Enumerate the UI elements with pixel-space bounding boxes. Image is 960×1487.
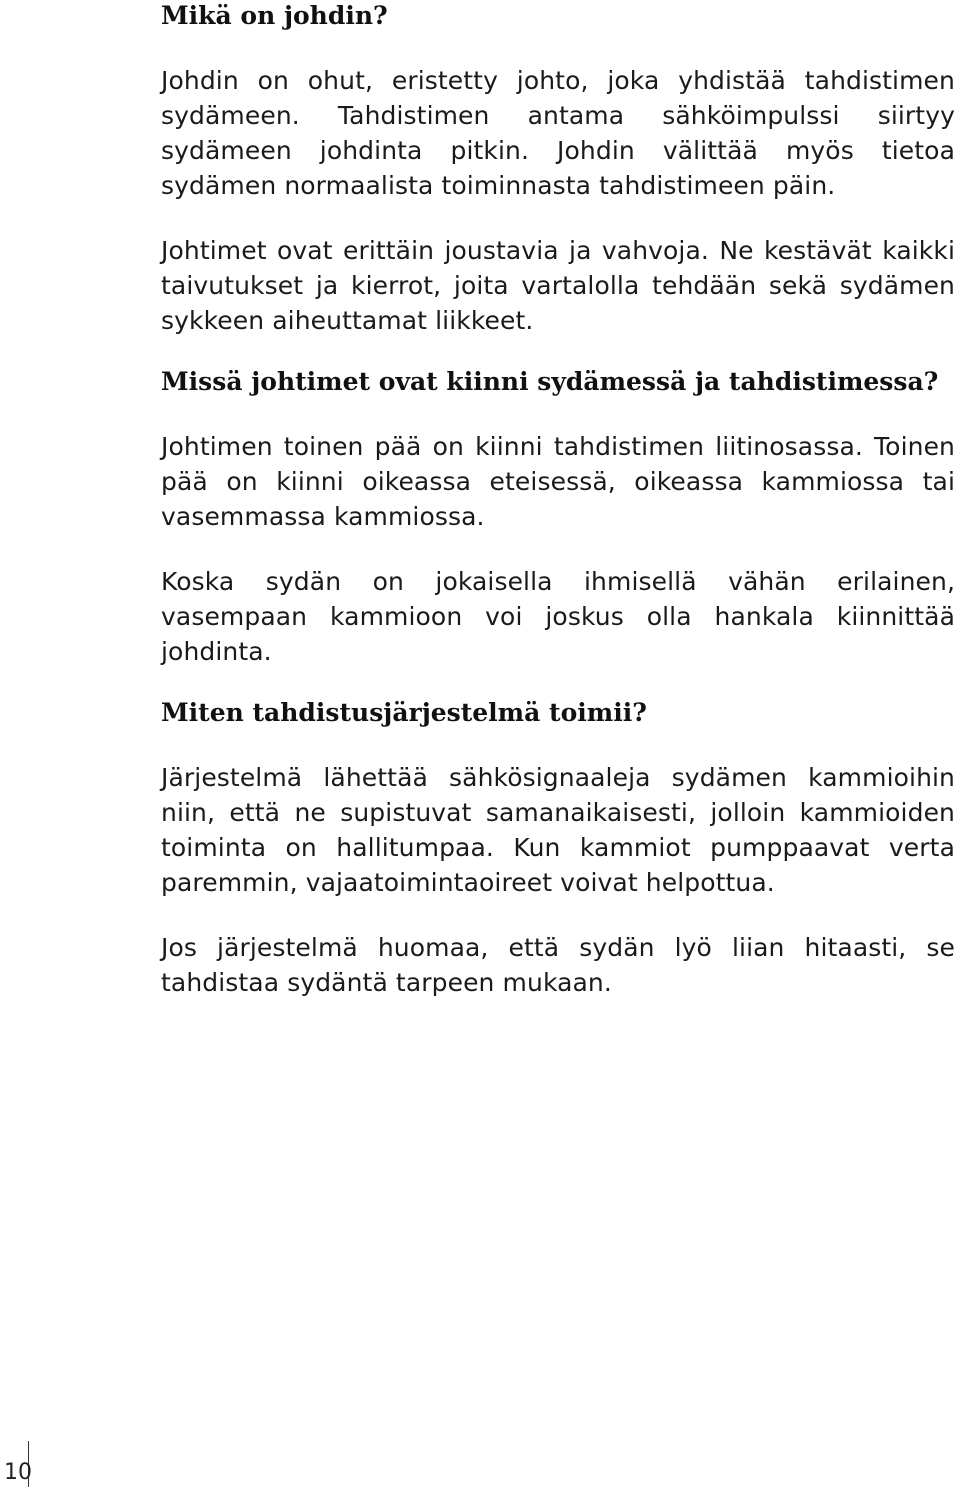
paragraph-attachment-ends: Johtimen toinen pää on kiinni tahdistimen liitinosassa. Toinen pää on kiinni oikeassa eteisessä, oikeassa kammiossa tai vasemmassa kammiossa. [161, 432, 955, 531]
page-number: 10 [4, 1460, 32, 1485]
section-heading-lead: Mikä on johdin? [161, 1, 388, 30]
paragraph-system-signals: Järjestelmä lähettää sähkösignaaleja sydämen kammioihin niin, että ne supistuvat samanaikaisesti, jolloin kammioiden toiminta on hallitumpaa. Kun kammiot pumppaavat verta paremmin, vajaatoimintaoireet voivat helpottua. [161, 763, 955, 897]
document-page [161, 0, 955, 1000]
paragraph-lead-definition: Johdin on ohut, eristetty johto, joka yhdistää tahdistimen sydämeen. Tahdistimen antama sähköimpulssi siirtyy sydämeen johdinta pitkin. Johdin välittää myös tietoa sydämen normaalista toiminnasta tahdistimeen päin. [161, 66, 955, 200]
section-heading-attachment: Missä johtimet ovat kiinni sydämessä ja tahdistimessa? [161, 367, 939, 396]
paragraph-system-pacing: Jos järjestelmä huomaa, että sydän lyö liian hitaasti, se tahdistaa sydäntä tarpeen mukaan. [161, 933, 955, 997]
section-heading-system-function: Miten tahdistusjärjestelmä toimii? [161, 698, 647, 727]
paragraph-lead-flexibility: Johtimet ovat erittäin joustavia ja vahvoja. Ne kestävät kaikki taivutukset ja kierrot, joita vartalolla tehdään sekä sydämen sykkeen aiheuttamat liikkeet. [161, 236, 955, 335]
paragraph-attachment-difficulty: Koska sydän on jokaisella ihmisellä vähän erilainen, vasempaan kammioon voi joskus olla hankala kiinnittää johdinta. [161, 567, 955, 666]
